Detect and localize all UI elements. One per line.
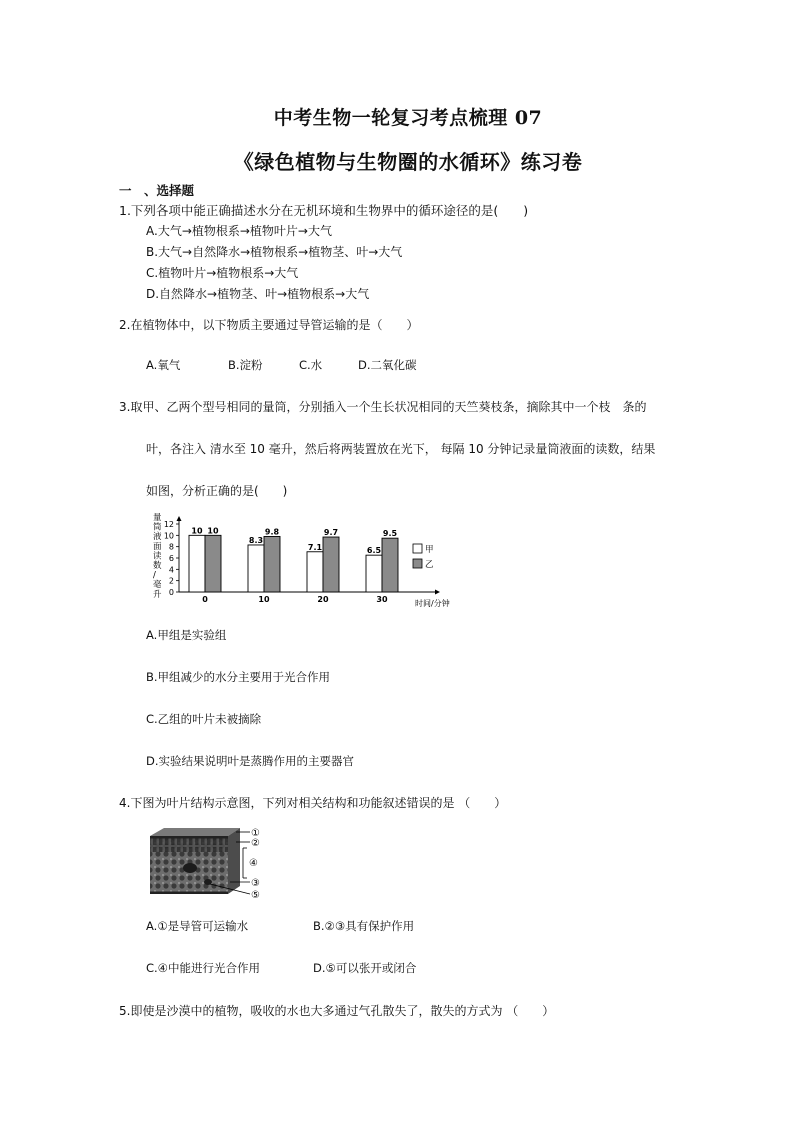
question-2-option-c: C.水 xyxy=(299,358,323,372)
data-label-乙-20: 9.7 xyxy=(323,528,339,538)
bar-甲-30 xyxy=(366,555,382,592)
page-subtitle: 《绿色植物与生物圈的水循环》练习卷 xyxy=(233,150,583,174)
question-5-stem: 5.即使是沙漠中的植物，吸收的水也大多通过气孔散失了，散失的方式为 （ ） xyxy=(119,1004,555,1018)
data-label-乙-0: 10 xyxy=(207,526,219,536)
question-2-stem: 2.在植物体中，以下物质主要通过导管运输的是（ ） xyxy=(119,318,419,332)
question-1-option-a: A.大气→植物根系→植物叶片→大气 xyxy=(146,224,332,238)
x-tick-label-0: 0 xyxy=(202,595,208,604)
bar-乙-10 xyxy=(264,536,280,592)
label-2: ② xyxy=(251,838,260,849)
data-label-甲-10: 8.3 xyxy=(248,535,264,545)
question-4-stem: 4.下图为叶片结构示意图，下列对相关结构和功能叙述错误的是 （ ） xyxy=(119,796,507,810)
question-1-option-d: D.自然降水→植物茎、叶→植物根系→大气 xyxy=(146,287,370,301)
bar-乙-30 xyxy=(382,538,398,592)
legend-swatch-乙 xyxy=(413,559,422,568)
data-label-乙-30: 9.5 xyxy=(382,529,398,539)
label-5: ⑤ xyxy=(251,890,260,901)
palisade-layer xyxy=(150,838,228,852)
lower-epidermis xyxy=(150,892,228,895)
x-axis-arrow xyxy=(435,590,440,595)
y-tick-label: 12 xyxy=(163,520,174,529)
leaf-vein xyxy=(183,863,197,873)
question-4-option-a: A.①是导管可运输水 xyxy=(146,919,249,933)
label-3: ③ xyxy=(251,878,260,889)
section-heading: 一 、选择题 xyxy=(119,183,195,198)
question-1-option-c: C.植物叶片→植物根系→大气 xyxy=(146,266,299,280)
y-tick-label: 4 xyxy=(168,565,174,575)
question-3-option-b: B.甲组减少的水分主要用于光合作用 xyxy=(146,670,331,684)
leaf-structure-diagram xyxy=(146,826,270,902)
water-level-bar-chart xyxy=(145,512,455,612)
bar-甲-20 xyxy=(307,552,323,592)
y-axis-label: 量筒液面读数/毫升 xyxy=(153,513,162,600)
question-2-option-d: D.二氧化碳 xyxy=(358,358,417,372)
bar-乙-0 xyxy=(205,535,221,592)
y-tick-label: 10 xyxy=(163,531,174,541)
x-tick-label-20: 20 xyxy=(317,595,329,604)
y-tick-label: 8 xyxy=(168,542,174,552)
question-1-option-b: B.大气→自然降水→植物根系→植物茎、叶→大气 xyxy=(146,245,403,259)
question-4-option-d: D.⑤可以张开或闭合 xyxy=(313,961,417,975)
data-label-甲-20: 7.1 xyxy=(307,542,323,552)
question-3-option-a: A.甲组是实验组 xyxy=(146,628,227,642)
question-4-option-b: B.②③具有保护作用 xyxy=(313,919,415,933)
x-tick-label-10: 10 xyxy=(258,595,270,604)
legend-label-乙: 乙 xyxy=(425,560,434,570)
question-2-option-b: B.淀粉 xyxy=(228,358,263,372)
question-2-option-a: A.氧气 xyxy=(146,358,181,372)
y-axis-arrow xyxy=(177,516,182,521)
label-4: ④ xyxy=(249,858,258,869)
bar-乙-20 xyxy=(323,537,339,592)
y-tick-label: 0 xyxy=(168,588,174,597)
question-3-option-d: D.实验结果说明叶是蒸腾作用的主要器官 xyxy=(146,754,355,768)
x-tick-label-30: 30 xyxy=(376,595,388,604)
y-tick-label: 6 xyxy=(168,554,174,563)
question-1-stem: 1.下列各项中能正确描述水分在无机环境和生物界中的循环途径的是( ) xyxy=(119,203,529,218)
bar-甲-10 xyxy=(248,545,264,592)
question-3-option-c: C.乙组的叶片未被摘除 xyxy=(146,712,262,726)
leaf-side-face xyxy=(228,828,240,894)
question-4-option-c: C.④中能进行光合作用 xyxy=(146,961,260,975)
data-label-乙-10: 9.8 xyxy=(264,527,280,537)
y-tick-label: 2 xyxy=(168,576,174,586)
question-3-stem-line3: 如图，分析正确的是( ) xyxy=(146,484,288,498)
data-label-甲-30: 6.5 xyxy=(366,546,382,556)
upper-epidermis xyxy=(150,836,228,839)
page-title: 中考生物一轮复习考点梳理 07 xyxy=(273,107,543,129)
leaf-top-face xyxy=(150,828,240,836)
legend-swatch-甲 xyxy=(413,544,422,553)
legend-label-甲: 甲 xyxy=(425,545,434,555)
data-label-甲-0: 10 xyxy=(191,526,203,536)
bar-甲-0 xyxy=(189,535,205,592)
question-3-stem-line1: 3.取甲、乙两个型号相同的量筒，分别插入一个生长状况相同的天竺葵枝条，摘除其中一个枝 条的 xyxy=(119,400,647,414)
x-axis-label: 时间/分钟 xyxy=(415,599,450,608)
label-1: ① xyxy=(251,828,260,839)
question-3-stem-line2: 叶，各注入 清水至 10 毫升，然后将两装置放在光下， 每隔 10 分钟记录量筒液面的读数，结果 xyxy=(146,442,656,456)
